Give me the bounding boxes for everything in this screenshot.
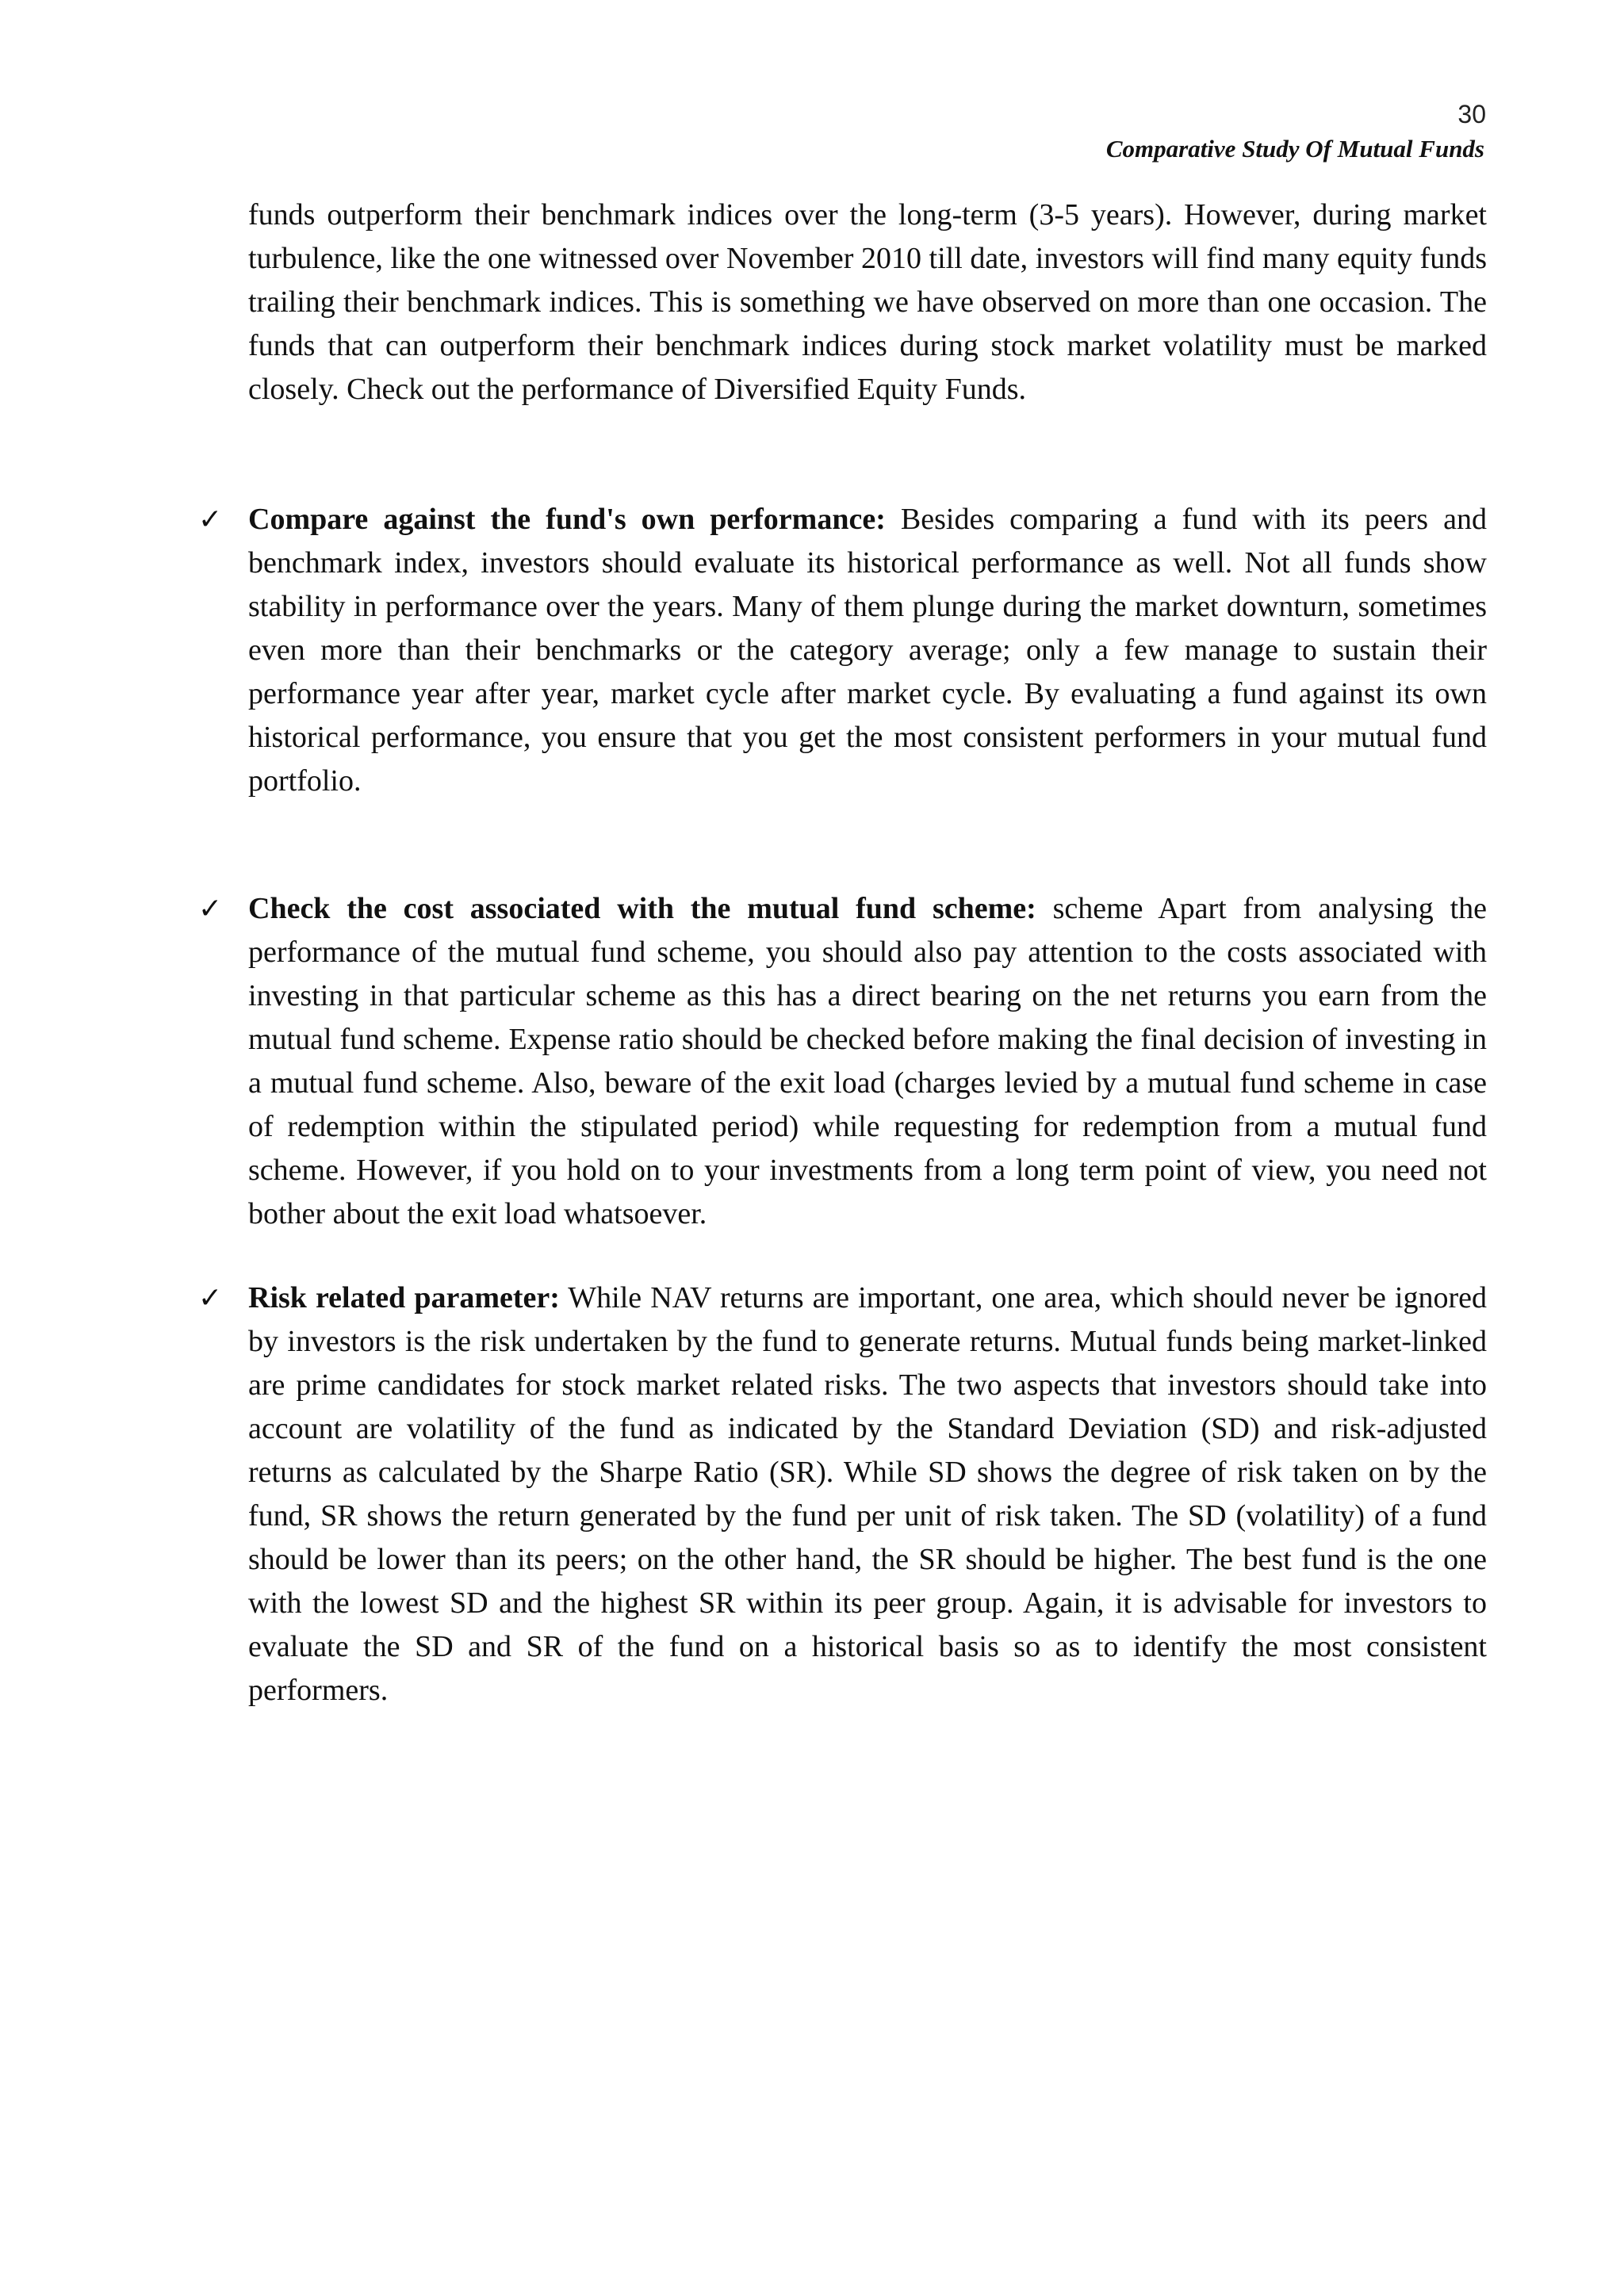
list-item-text bbox=[248, 498, 1487, 803]
list-item-lead: Check the cost associated with the mutual fund scheme: bbox=[248, 892, 1036, 925]
running-header-title: Comparative Study Of Mutual Funds bbox=[1105, 135, 1484, 163]
list-item-lead: Compare against the fund's own performance: bbox=[248, 503, 886, 536]
check-icon: ✓ bbox=[198, 503, 223, 536]
list-item bbox=[198, 887, 1487, 1236]
list-item bbox=[198, 498, 1487, 803]
list-item-body: scheme Apart from analysing the performance of the mutual fund scheme, you should also pay attention to the costs associated with investing in that particular scheme as this has a direct bearing on the net returns you earn from the mutual fund scheme. Expense ratio should be checked before making the final decision of investing in a mutual fund scheme. Also, beware of the exit load (charges levied by a mutual fund scheme in case of redemption within the stipulated period) while requesting for redemption from a mutual fund scheme. However, if you hold on to your investments from a long term point of view, you need not bother about the exit load whatsoever. bbox=[248, 892, 1487, 1230]
page-number: 30 bbox=[1457, 100, 1486, 128]
list-item bbox=[198, 1276, 1487, 1712]
list-item-text bbox=[248, 887, 1487, 1236]
list-item-body: Besides comparing a fund with its peers and benchmark index, investors should evaluate its historical performance as well. Not all funds show stability in performance over the years. Many of them plunge during the market downturn, sometimes even more than their benchmarks or the category average; only a few manage to sustain their performance year after year, market cycle after market cycle. By evaluating a fund against its own historical performance, you ensure that you get the most consistent performers in your mutual fund portfolio. bbox=[248, 503, 1487, 798]
intro-paragraph: funds outperform their benchmark indices over the long-term (3-5 years). However, during market turbulence, like the one witnessed over November 2010 till date, investors will find many equity funds trailing their benchmark indices. This is something we have observed on more than one occasion. The funds that can outperform their benchmark indices during stock market volatility must be marked closely. Check out the performance of Diversified Equity Funds. bbox=[248, 198, 1487, 406]
list-item-lead: Risk related parameter: bbox=[248, 1281, 560, 1314]
list-item-text bbox=[248, 1276, 1487, 1712]
list-item-body: While NAV returns are important, one area, which should never be ignored by investors is the risk undertaken by the fund to generate returns. Mutual funds being market-linked are prime candidates for stock market related risks. The two aspects that investors should take into account are volatility of the fund as indicated by the Standard Deviation (SD) and risk-adjusted returns as calculated by the Sharpe Ratio (SR). While SD shows the degree of risk taken on by the fund, SR shows the return generated by the fund per unit of risk taken. The SD (volatility) of a fund should be lower than its peers; on the other hand, the SR should be higher. The best fund is the one with the lowest SD and the highest SR within its peer group. Again, it is advisable for investors to evaluate the SD and SR of the fund on a historical basis so as to identify the most consistent performers. bbox=[248, 1281, 1487, 1707]
check-icon: ✓ bbox=[198, 893, 223, 925]
check-icon: ✓ bbox=[198, 1282, 223, 1314]
